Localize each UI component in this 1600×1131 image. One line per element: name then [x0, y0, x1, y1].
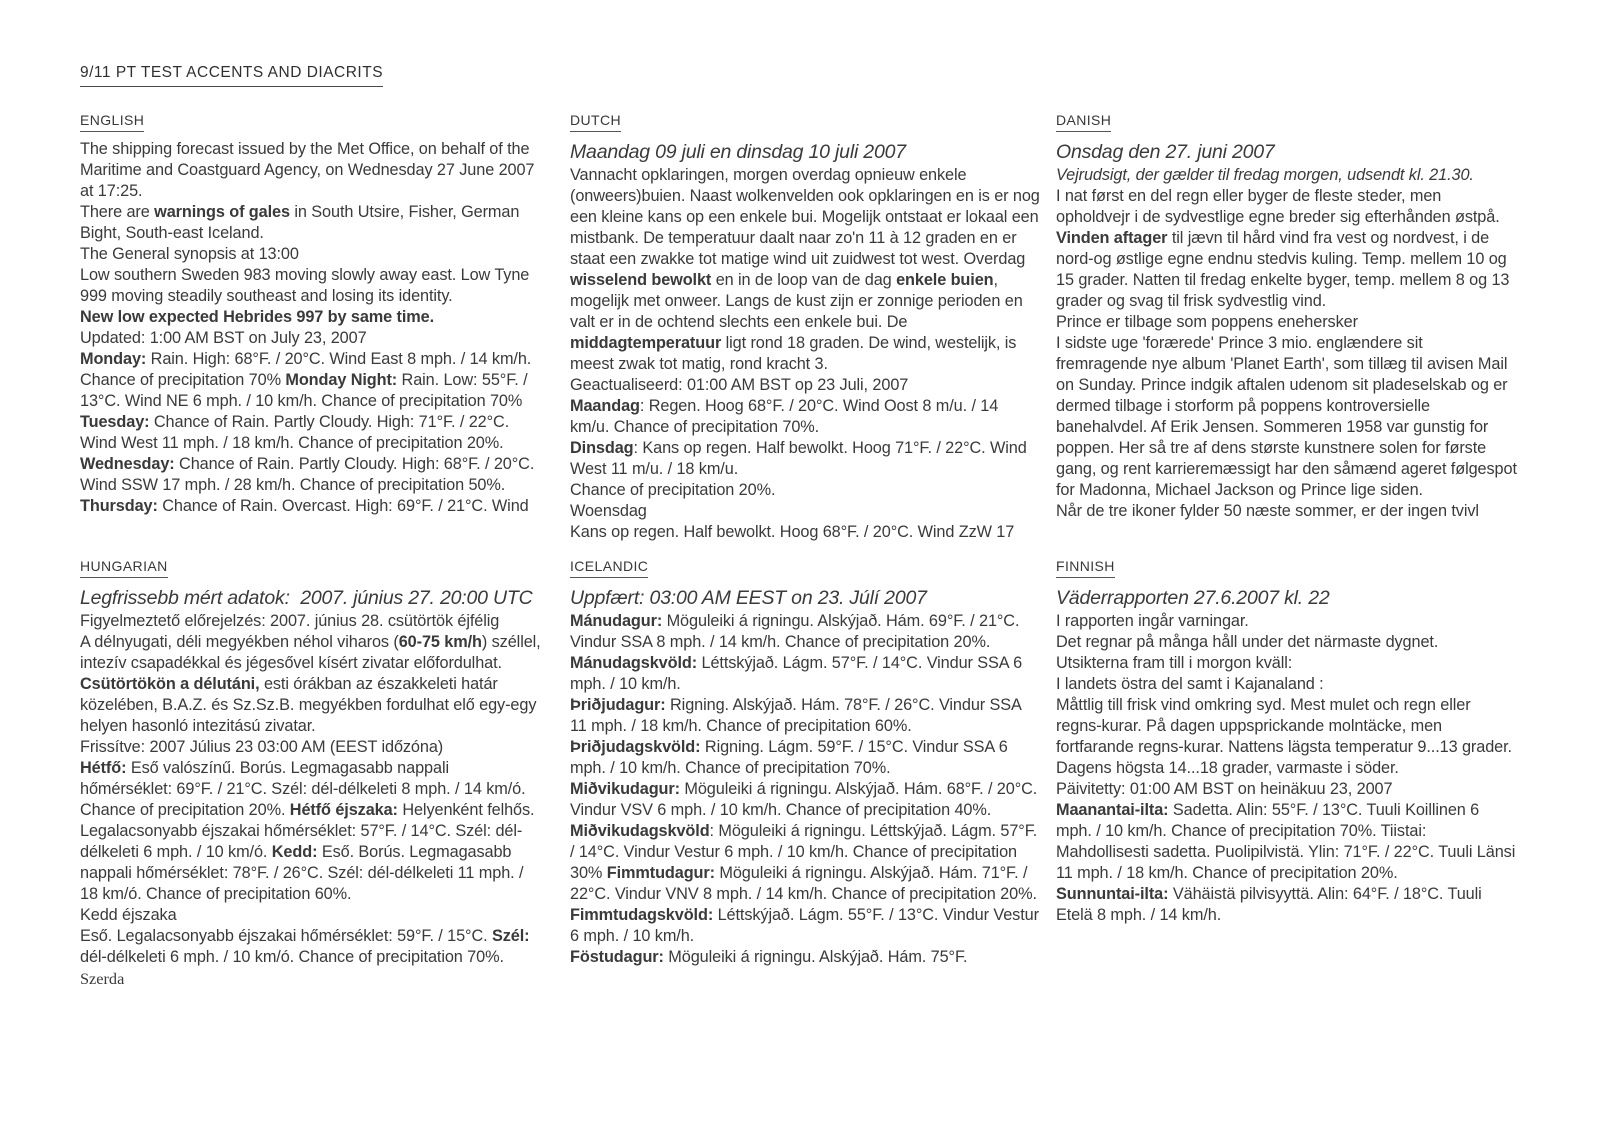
paragraph: [80, 202, 545, 244]
text-run: Csütörtökön a délutáni,: [80, 675, 260, 693]
text-run: Vejrudsigt, der gælder til fredag morgen, udsendt kl. 21.30.: [1056, 166, 1474, 184]
text-run: I rapporten ingår varningar.: [1056, 612, 1249, 630]
text-run: Chance of Rain. Overcast. High: 69°F. / 21°C. Wind: [157, 497, 529, 515]
text-run: Uppfært: 03:00 AM EEST on 23. Júlí 2007: [570, 587, 927, 609]
paragraph: [570, 396, 1040, 438]
text-run: Monday:: [80, 350, 147, 368]
paragraph: [1056, 611, 1518, 632]
paragraph: [80, 265, 545, 307]
paragraph: [570, 522, 1040, 543]
paragraph: [1056, 312, 1518, 333]
section-body-hungarian: [80, 585, 545, 990]
paragraph: [80, 758, 545, 905]
text-run: Léttskýjað. Lágm. 55°F. / 13°C. Vindur Vestur 6 mph. / 10 km/h.: [570, 906, 1039, 945]
paragraph: [570, 779, 1040, 905]
text-run: Szél:: [491, 927, 530, 945]
section-body-dutch: [570, 139, 1040, 543]
section-label-danish: DANISH: [1056, 112, 1111, 132]
text-run: Eső. Borús. Legmagasabb nappali hőmérséklet: 78°F. / 26°C. Szél: dél-délkeleti 11 mph. / 18 km/ó. Chance of precipitation 60%.: [80, 843, 524, 903]
text-run: Vähäistä pilvisyyttä. Alin: 64°F. / 18°C. Tuuli Etelä 8 mph. / 14 km/h.: [1056, 885, 1482, 924]
paragraph: [570, 165, 1040, 375]
text-run: Szerda: [80, 969, 125, 988]
paragraph: [80, 349, 545, 496]
section-hungarian: [80, 558, 545, 990]
text-run: Päivitetty: 01:00 AM BST on heinäkuu 23, 2007: [1056, 780, 1393, 798]
section-dutch: [570, 112, 1040, 543]
text-run: Hétfő:: [80, 759, 127, 777]
text-run: Low southern Sweden 983 moving slowly away east. Low Tyne 999 moving steadily southeast and losing its identity.: [80, 266, 530, 305]
paragraph: [80, 632, 545, 737]
text-run: Sunnuntai-ilta:: [1056, 885, 1169, 903]
text-run: Maandag 09 juli en dinsdag 10 juli 2007: [570, 141, 906, 163]
text-run: enkele buien: [896, 271, 994, 289]
text-run: Maandag: [570, 397, 640, 415]
section-body-danish: [1056, 139, 1518, 522]
section-label-icelandic: ICELANDIC: [570, 558, 648, 578]
paragraph: [80, 926, 545, 968]
text-run: Kans op regen. Half bewolkt. Hoog 68°F. / 20°C. Wind ZzW 17: [570, 523, 1015, 541]
paragraph: [1056, 186, 1518, 312]
section-body-icelandic: [570, 585, 1040, 968]
text-run: Tuesday:: [80, 413, 150, 431]
text-run: Monday Night:: [285, 371, 398, 389]
paragraph: [1056, 165, 1518, 186]
text-run: Eső valószínű. Borús. Legmagasabb nappali hőmérséklet: 69°F. / 21°C. Szél: dél-délkeleti 8 mph. / 14 km/ó. Chance of precipitation 20%.: [80, 759, 526, 819]
text-run: Chance of precipitation 20%.: [570, 481, 776, 499]
text-run: There are: [80, 203, 155, 221]
section-label-hungarian: HUNGARIAN: [80, 558, 168, 578]
paragraph: [1056, 695, 1518, 779]
paragraph: [80, 737, 545, 758]
text-run: Fimmtudagur:: [606, 864, 715, 882]
text-run: I sidste uge 'forærede' Prince 3 mio. englændere sit fremragende nye album 'Planet Earth', som tillæg til avisen Mail on Sunday. Prince indgik aftalen udenom sit pladeselskab og er dermed tilbage i storform på poppens kontroversielle banehalvdel. Af Erik Jensen. Sommeren 1958 var gunstig for poppen. Her så tre af dens største kunstnere solen for første gang, og rent karrieremæssigt har den såmænd ageret følgespot for Madonna, Michael Jackson og Prince lige siden.: [1056, 334, 1517, 499]
text-run: Legfrissebb mért adatok: 2007. június 27. 20:00 UTC: [80, 587, 533, 609]
text-run: Maanantai-ilta:: [1056, 801, 1169, 819]
text-run: : Kans op regen. Half bewolkt. Hoog 71°F. / 22°C. Wind West 11 m/u. / 18 km/u.: [570, 439, 1027, 478]
text-run: Vinden aftager: [1056, 229, 1168, 247]
paragraph: [570, 737, 1040, 779]
text-run: Hétfő éjszaka:: [289, 801, 398, 819]
paragraph: [1056, 501, 1518, 522]
paragraph: [80, 307, 545, 328]
paragraph: [1056, 653, 1518, 674]
paragraph: [570, 480, 1040, 501]
text-run: Möguleiki á rigningu. Alskýjað. Hám. 69°F. / 21°C. Vindur SSA 8 mph. / 14 km/h. Chance of precipitation 20%.: [570, 612, 1020, 651]
text-run: I nat først en del regn eller byger de fleste steder, men opholdvejr i de sydvestlige egne breder sig efterhånden østpå.: [1056, 187, 1500, 226]
text-run: Rain. High: 68°F. / 20°C. Wind East 8 mph. / 14 km/h. Chance of precipitation 70%: [80, 350, 532, 389]
paragraph: [570, 501, 1040, 522]
text-run: Kedd:: [271, 843, 318, 861]
text-run: Måttlig till frisk vind omkring syd. Mest mulet och regn eller regns-kurar. På dagen uppsprickande molntäcke, men fortfarande regns-kurar. Nattens lägsta temperatur 9...13 grader. Dagens högsta 14...18 grader, varmaste i söder.: [1056, 696, 1512, 777]
text-run: 60-75 km/h: [398, 633, 482, 651]
section-icelandic: [570, 558, 1040, 968]
text-run: Þriðjudagskvöld:: [570, 738, 701, 756]
text-run: til jævn til hård vind fra vest og nordvest, i de nord-og østlige egne endnu stedvis kuling. Temp. mellem 10 og 15 grader. Natten til fredag enkelte byger, temp. mellem 8 og 13 grader og svag til frisk sydvestlig vind.: [1056, 229, 1510, 310]
text-run: Föstudagur:: [570, 948, 664, 966]
text-run: Möguleiki á rigningu. Alskýjað. Hám. 68°F. / 20°C. Vindur VSV 6 mph. / 10 km/h. Chance of precipitation 40%.: [570, 780, 1038, 819]
paragraph: [1056, 139, 1518, 165]
text-run: Helyenként felhős. Legalacsonyabb éjszakai hőmérséklet: 57°F. / 14°C. Szél: dél-délkeleti 6 mph. / 10 km/ó.: [80, 801, 535, 861]
page-title: 9/11 PT TEST ACCENTS AND DIACRITS: [80, 64, 383, 87]
paragraph: [80, 585, 545, 611]
section-danish: [1056, 112, 1518, 522]
text-run: New low expected Hebrides 997 by same time.: [80, 308, 435, 326]
text-run: Wednesday:: [80, 455, 175, 473]
section-english: [80, 112, 545, 517]
text-run: Utsikterna fram till i morgon kväll:: [1056, 654, 1293, 672]
paragraph: [1056, 632, 1518, 653]
paragraph: [570, 375, 1040, 396]
paragraph: [80, 968, 545, 990]
paragraph: [80, 905, 545, 926]
text-run: in South Utsire, Fisher, German Bight, South-east Iceland.: [80, 203, 520, 242]
paragraph: [80, 139, 545, 202]
text-run: A délnyugati, déli megyékben néhol viharos (: [80, 633, 399, 651]
paragraph: [1056, 779, 1518, 800]
paragraph: [80, 496, 545, 517]
text-run: Miðvikudagskvöld: [570, 822, 710, 840]
text-run: wisselend bewolkt: [570, 271, 712, 289]
text-run: : Regen. Hoog 68°F. / 20°C. Wind Oost 8 m/u. / 14 km/u. Chance of precipitation 70%.: [570, 397, 999, 436]
text-run: Sadetta. Alin: 55°F. / 13°C. Tuuli Koillinen 6 mph. / 10 km/h. Chance of precipitation 70%. Tiistai: Mahdollisesti sadetta. Puolipilvistä. Ylin: 71°F. / 22°C. Tuuli Länsi 11 mph. / 18 km/h. Chance of precipitation 20%.: [1056, 801, 1516, 882]
text-run: middagtemperatuur: [570, 334, 722, 352]
paragraph: [80, 328, 545, 349]
paragraph: [570, 438, 1040, 480]
paragraph: [570, 947, 1040, 968]
text-run: Väderrapporten 27.6.2007 kl. 22: [1056, 587, 1330, 609]
text-run: The shipping forecast issued by the Met Office, on behalf of the Maritime and Coastguard Agency, on Wednesday 27 June 2007 at 17:25.: [80, 140, 535, 200]
text-run: Geactualiseerd: 01:00 AM BST op 23 Juli, 2007: [570, 376, 909, 394]
text-run: Frissítve: 2007 Július 23 03:00 AM (EEST időzóna): [80, 738, 444, 756]
paragraph: [1056, 800, 1518, 884]
text-run: warnings of gales: [154, 203, 290, 221]
text-run: dél-délkeleti 6 mph. / 10 km/ó. Chance of precipitation 70%.: [80, 948, 504, 966]
text-run: ligt rond 18 graden. De wind, westelijk, is meest zwak tot matig, rond kracht 3.: [570, 334, 1017, 373]
text-run: esti órákban az északkeleti határ közelében, B.A.Z. és Sz.Sz.B. megyékben fordulhat elő egy-egy helyen hasonló intezitású zivatar.: [80, 675, 537, 735]
text-run: Rigning. Lágm. 59°F. / 15°C. Vindur SSA 6 mph. / 10 km/h. Chance of precipitation 70%.: [570, 738, 1008, 777]
paragraph: [570, 611, 1040, 695]
text-run: Eső. Legalacsonyabb éjszakai hőmérséklet: 59°F. / 15°C.: [80, 927, 492, 945]
text-run: Updated: 1:00 AM BST on July 23, 2007: [80, 329, 367, 347]
text-run: : Möguleiki á rigningu. Léttskýjað. Lágm. 57°F. / 14°C. Vindur Vestur 6 mph. / 10 km/h. Chance of precipitation 30%: [570, 822, 1038, 882]
section-label-english: ENGLISH: [80, 112, 144, 132]
text-run: Woensdag: [570, 502, 647, 520]
section-label-finnish: FINNISH: [1056, 558, 1115, 578]
paragraph: [1056, 884, 1518, 926]
text-run: Chance of Rain. Partly Cloudy. High: 68°F. / 20°C. Wind SSW 17 mph. / 28 km/h. Chance of precipitation 50%.: [80, 455, 535, 494]
text-run: Figyelmeztető előrejelzés: 2007. június 28. csütörtök éjfélig: [80, 612, 500, 630]
text-run: Rigning. Alskýjað. Hám. 78°F. / 26°C. Vindur SSA 11 mph. / 18 km/h. Chance of precipitation 60%.: [570, 696, 1021, 735]
text-run: Thursday:: [80, 497, 158, 515]
paragraph: [80, 611, 545, 632]
text-run: ) széllel, intezív csapadékkal és jégesővel kísért zivatar előfordulhat.: [80, 633, 541, 672]
text-run: Prince er tilbage som poppens enehersker: [1056, 313, 1358, 331]
paragraph: [570, 585, 1040, 611]
paragraph: [1056, 674, 1518, 695]
paragraph: [570, 139, 1040, 165]
text-run: Når de tre ikoner fylder 50 næste sommer, er der ingen tvivl: [1056, 502, 1479, 520]
text-run: Det regnar på många håll under det närmaste dygnet.: [1056, 633, 1439, 651]
text-run: Mánudagur:: [570, 612, 663, 630]
text-run: , mogelijk met onweer. Langs de kust zijn er zonnige perioden en valt er in de ochtend slechts een enkele bui. De: [570, 271, 1023, 331]
section-body-english: [80, 139, 545, 517]
paragraph: [570, 695, 1040, 737]
text-run: Vannacht opklaringen, morgen overdag opnieuw enkele (onweers)buien. Naast wolkenvelden ook opklaringen en is er nog een kleine kans op een enkele bui. Mogelijk ontstaat er lokaal een mistbank. De temperatuur daalt naar zo'n 11 à 12 graden en er staat een zwakke tot matige wind uit zuidwest tot west. Overdag: [570, 166, 1040, 268]
text-run: Miðvikudagur:: [570, 780, 680, 798]
text-run: Onsdag den 27. juni 2007: [1056, 141, 1275, 163]
text-run: The General synopsis at 13:00: [80, 245, 299, 263]
text-run: Dinsdag: [570, 439, 634, 457]
section-finnish: [1056, 558, 1518, 926]
paragraph: [1056, 333, 1518, 501]
section-label-dutch: DUTCH: [570, 112, 621, 132]
text-run: Léttskýjað. Lágm. 57°F. / 14°C. Vindur SSA 6 mph. / 10 km/h.: [570, 654, 1023, 693]
text-run: Mánudagskvöld:: [570, 654, 698, 672]
text-run: Fimmtudagskvöld:: [570, 906, 714, 924]
paragraph: [80, 244, 545, 265]
section-body-finnish: [1056, 585, 1518, 926]
paragraph: [570, 905, 1040, 947]
text-run: Þriðjudagur:: [570, 696, 666, 714]
text-run: I landets östra del samt i Kajanaland :: [1056, 675, 1324, 693]
text-run: Möguleiki á rigningu. Alskýjað. Hám. 71°F. / 22°C. Vindur VNV 8 mph. / 14 km/h. Chance of precipitation 20%.: [570, 864, 1037, 903]
text-run: Kedd éjszaka: [80, 906, 177, 924]
text-run: Chance of Rain. Partly Cloudy. High: 71°F. / 22°C. Wind West 11 mph. / 18 km/h. Chance of precipitation 20%.: [80, 413, 510, 452]
text-run: en in de loop van de dag: [711, 271, 897, 289]
text-run: Möguleiki á rigningu. Alskýjað. Hám. 75°F.: [663, 948, 968, 966]
text-run: Rain. Low: 55°F. / 13°C. Wind NE 6 mph. / 10 km/h. Chance of precipitation 70%: [80, 371, 528, 410]
paragraph: [1056, 585, 1518, 611]
